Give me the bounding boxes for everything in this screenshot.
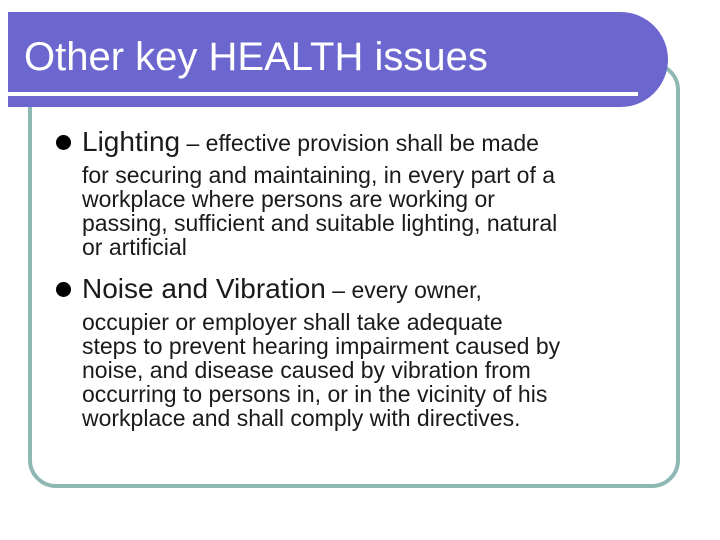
bullet-body-line: or artificial	[82, 234, 187, 260]
bullet-body-line: occurring to persons in, or in the vicinity of his	[82, 381, 548, 407]
bullet-body-line: steps to prevent hearing impairment caused by	[82, 333, 561, 359]
bullet-body-line: passing, sufficient and suitable lighting, natural	[82, 210, 558, 236]
bullet-body	[82, 310, 668, 430]
bullet-body-line: workplace where persons are working or	[82, 186, 495, 212]
bullet-heading	[82, 271, 668, 312]
bullet-list	[56, 124, 668, 442]
title-underline	[8, 92, 638, 96]
bullet-lighting	[56, 124, 668, 259]
bullet-body-line: noise, and disease caused by vibration from	[82, 357, 531, 383]
bullet-noise-and-vibration	[56, 271, 668, 430]
bullet-term: Noise and Vibration	[82, 273, 326, 304]
bullet-lead-text: – every owner,	[325, 277, 482, 303]
bullet-body-line: for securing and maintaining, in every part of a	[82, 162, 556, 188]
bullet-body-line: workplace and shall comply with directives.	[82, 405, 521, 431]
bullet-lead-text: – effective provision shall be made	[180, 130, 539, 156]
bullet-dot-icon	[56, 282, 71, 297]
bullet-dot-icon	[56, 135, 71, 150]
bullet-heading	[82, 124, 668, 165]
bullet-body	[82, 163, 668, 259]
bullet-term: Lighting	[82, 126, 181, 157]
bullet-body-line: occupier or employer shall take adequate	[82, 309, 503, 335]
slide-title: Other key HEALTH issues	[24, 35, 488, 79]
